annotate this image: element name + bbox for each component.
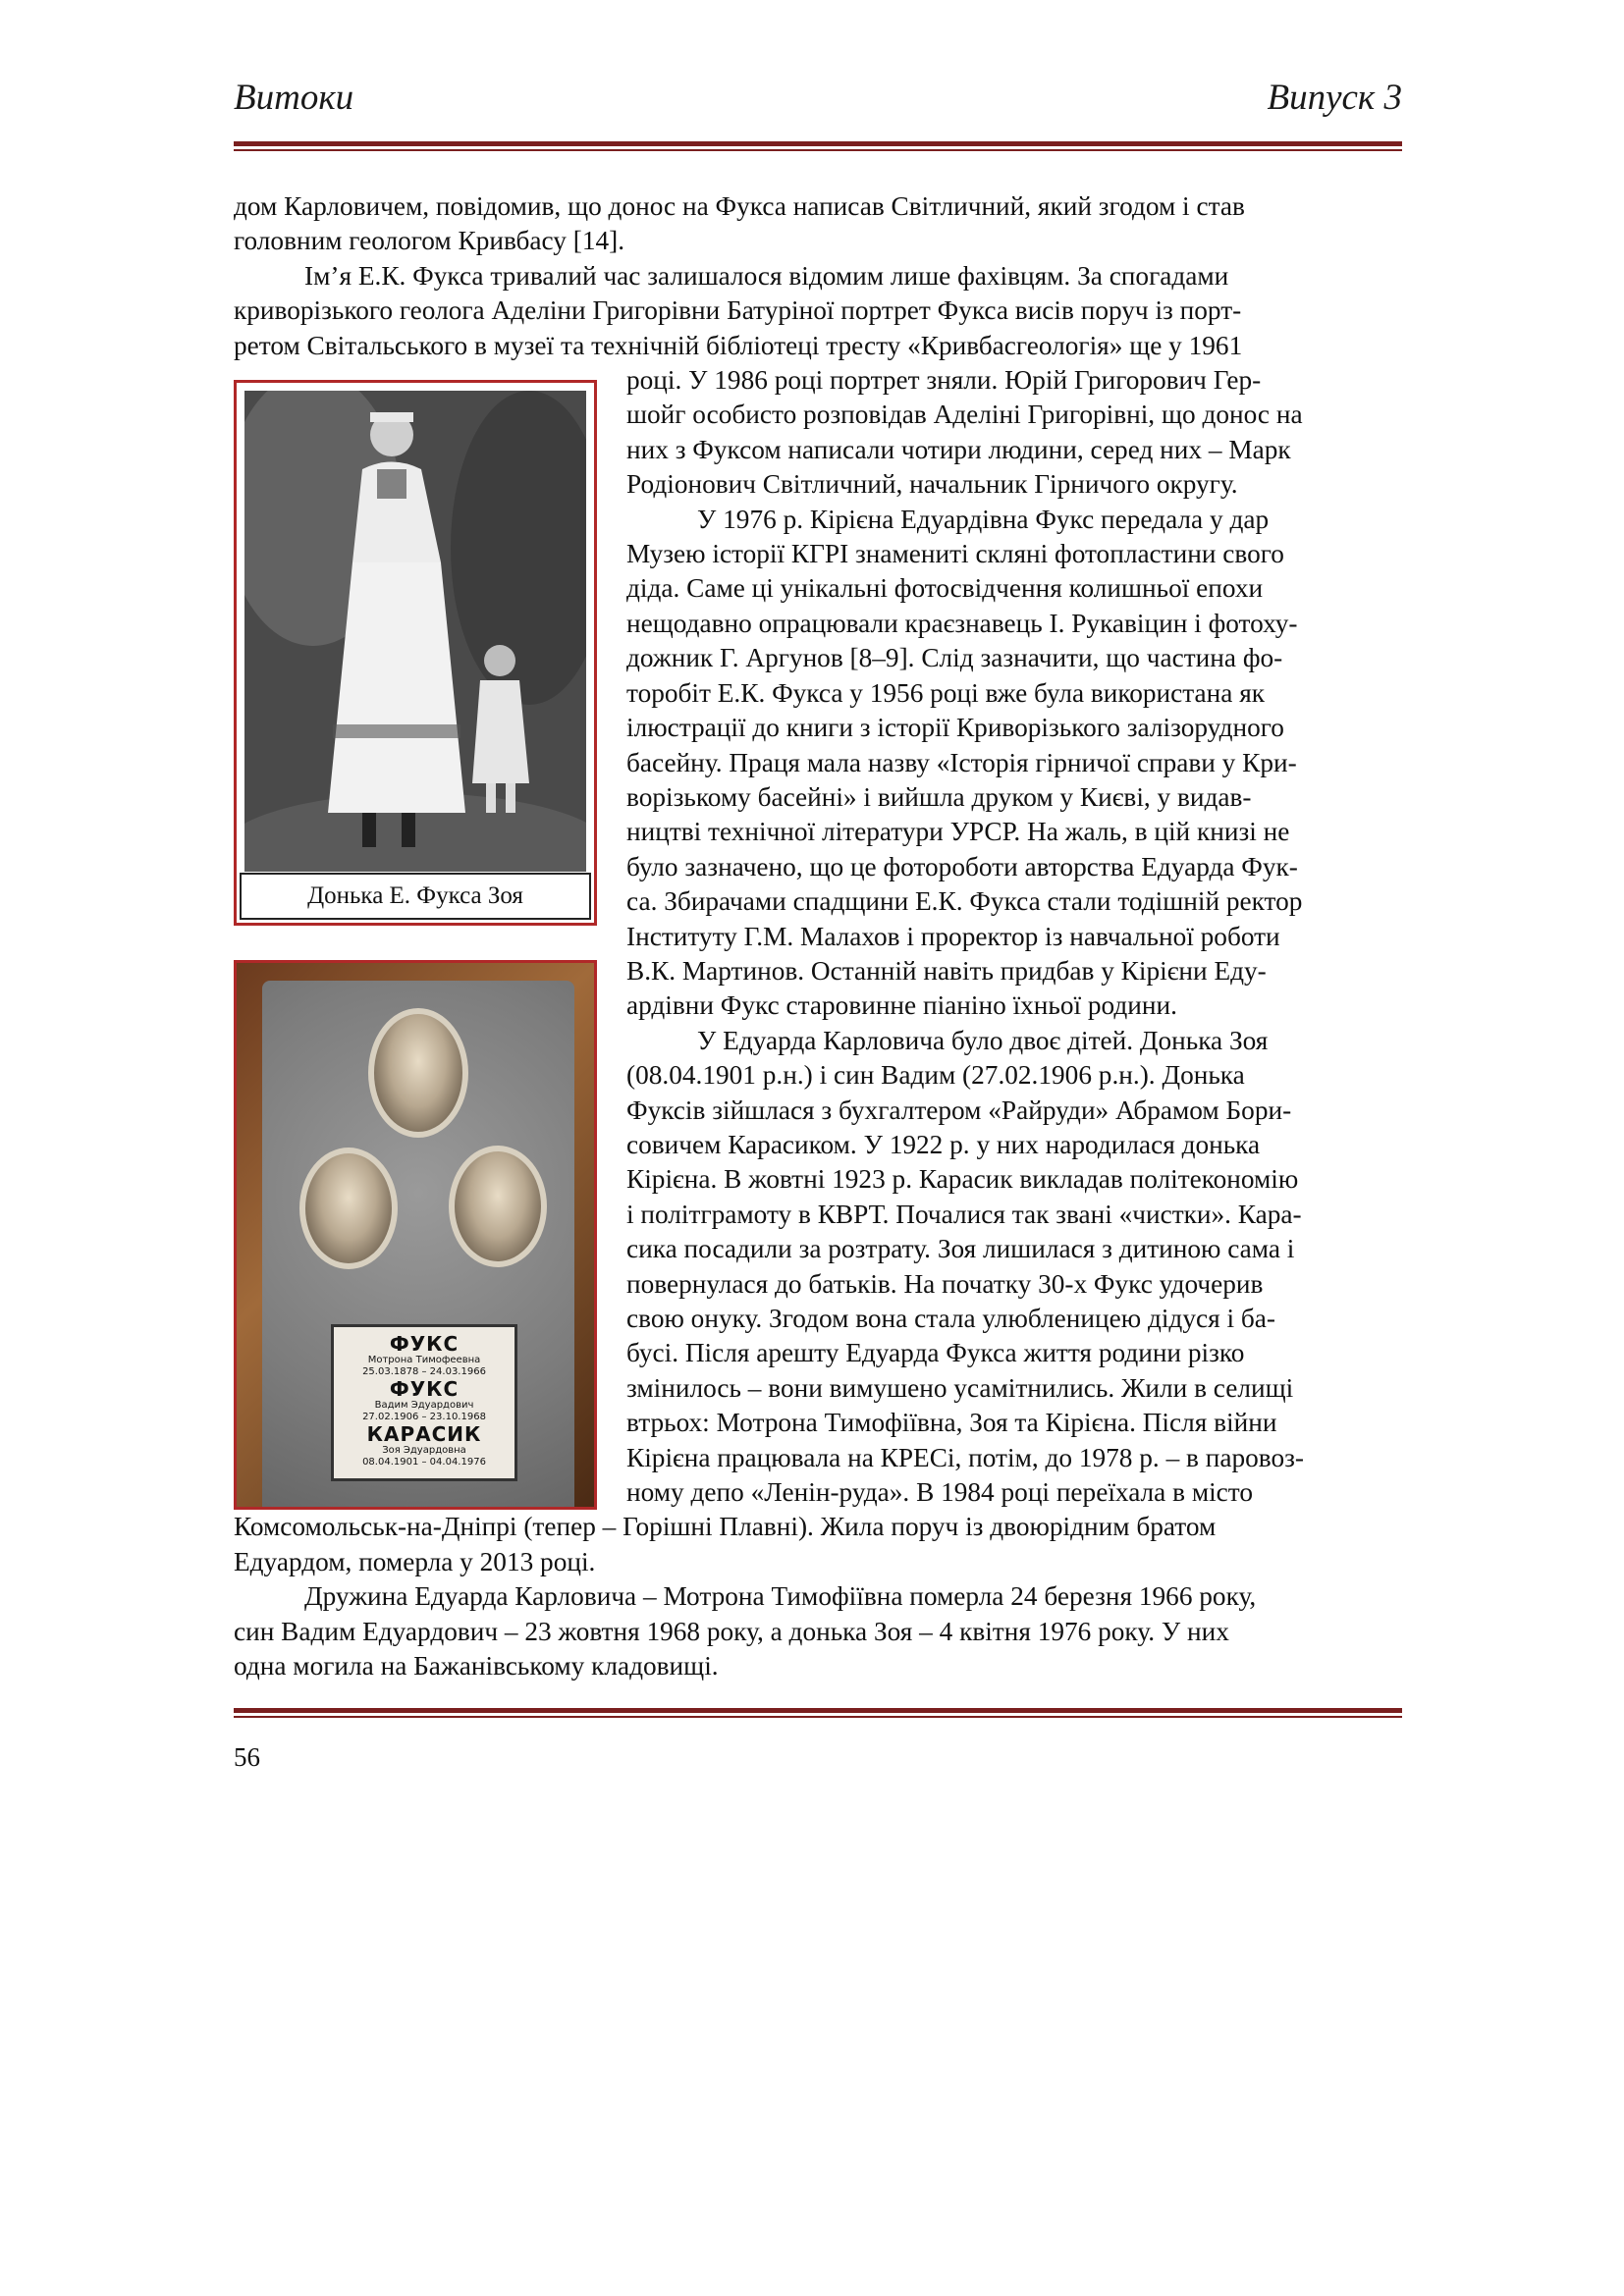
plaque-surname: ФУКС	[389, 1377, 460, 1401]
text-line: ардівни Фукс старовинне піаніно їхньої родини.	[626, 990, 1177, 1021]
daughter-photo-figure	[234, 380, 597, 926]
text-line: ворізькому басейні» і вийшла друком у Києві, у видав-	[626, 781, 1252, 812]
text-line: са. Збирачами спадщини Е.К. Фукса стали тодішній ректор	[626, 886, 1303, 917]
text-line: У Едуарда Карловича було двоє дітей. Донька Зоя	[697, 1025, 1269, 1055]
text-line: (08.04.1901 р.н.) і син Вадим (27.02.1906 р.н.). Донька	[626, 1060, 1245, 1091]
text-line: басейну. Праця мала назву «Історія гірничої справи у Кри-	[626, 747, 1297, 777]
running-header	[234, 77, 1402, 132]
memorial-plaque	[331, 1324, 517, 1481]
header-rule	[234, 141, 1402, 151]
text-line: дом Карловичем, повідомив, що донос на Фукса написав Світличний, який згодом і став	[234, 191, 1245, 221]
text-line: головним геологом Кривбасу [14].	[234, 226, 625, 256]
text-line: син Вадим Едуардович – 23 жовтня 1968 року, а донька Зоя – 4 квітня 1976 року. У них	[234, 1616, 1229, 1646]
plaque-dates: 27.02.1906 – 23.10.1968	[362, 1412, 486, 1422]
text-line: совичем Карасиком. У 1922 р. у них народилася донька	[626, 1129, 1261, 1159]
plaque-dates: 08.04.1901 – 04.04.1976	[362, 1457, 486, 1468]
daughter-photo-illustration	[244, 391, 586, 872]
text-line: криворізького геолога Аделіни Григорівни Батуріної портрет Фукса висів поруч із порт-	[234, 295, 1242, 326]
text-line: дожник Г. Аргунов [8–9]. Слід зазначити, що частина фо-	[626, 643, 1283, 673]
plaque-name: Зоя Эдуардовна	[382, 1445, 466, 1456]
plaque-surname: ФУКС	[389, 1332, 460, 1356]
text-line: ництві технічної літератури УРСР. На жаль, в цій книзі не	[626, 817, 1290, 847]
text-line: Кірієна. В жовтні 1923 р. Карасик викладав політекономію	[626, 1164, 1299, 1195]
text-line: сика посадили за розтрату. Зоя лишилася з дитиною сама і	[626, 1234, 1295, 1264]
portrait-oval-right	[449, 1146, 547, 1267]
text-line: одна могила на Бажанівському кладовищі.	[234, 1651, 719, 1682]
text-line: Інституту Г.М. Малахов і проректор із навчальної роботи	[626, 921, 1280, 951]
text-line: У 1976 р. Кірієна Едуардівна Фукс передала у дар	[697, 504, 1270, 534]
figure-caption: Донька Е. Фукса Зоя	[240, 873, 591, 920]
plaque-surname: КАРАСИК	[366, 1422, 482, 1446]
text-line: Фуксів зійшлася з бухгалтером «Райруди» Абрамом Бори-	[626, 1095, 1292, 1125]
text-line: повернулася до батьків. На початку 30-х Фукс удочерив	[626, 1268, 1264, 1299]
gravestone-photo-figure	[234, 960, 597, 1510]
text-line: торобіт Е.К. Фукса у 1956 році вже була використана як	[626, 677, 1266, 708]
journal-title: Витоки	[234, 78, 354, 118]
plaque-name: Мотрона Тимофеевна	[367, 1355, 481, 1365]
text-line: році. У 1986 році портрет зняли. Юрій Григорович Гер-	[626, 365, 1262, 396]
gravestone	[262, 981, 574, 1510]
text-line: бусі. Після арешту Едуарда Фукса життя родини різко	[626, 1338, 1245, 1368]
text-line: Ім’я Е.К. Фукса тривалий час залишалося відомим лише фахівцям. За спогадами	[304, 260, 1229, 291]
text-line: втрьох: Мотрона Тимофіївна, Зоя та Кірієна. Після війни	[626, 1408, 1277, 1438]
portrait-oval-top	[368, 1008, 468, 1138]
plaque-name: Вадим Эдуардович	[374, 1400, 474, 1411]
page-number: 56	[234, 1742, 260, 1772]
text-line: ретом Світальського в музеї та технічній бібліотеці тресту «Кривбасгеологія» ще у 1961	[234, 330, 1243, 360]
issue-label: Випуск 3	[1267, 78, 1402, 118]
text-line: свою онуку. Згодом вона стала улюбленицею дідуся і ба-	[626, 1304, 1275, 1333]
text-line: них з Фуксом написали чотири людини, серед них – Марк	[626, 434, 1291, 464]
text-line: діда. Саме ці унікальні фотосвідчення колишньої епохи	[626, 573, 1264, 604]
footer-rule	[234, 1708, 1402, 1718]
text-line: шойг особисто розповідав Аделіні Григорівні, що донос на	[626, 400, 1303, 430]
text-line: і політграмоту в КВРТ. Почалися так звані «чистки». Кара-	[626, 1199, 1302, 1229]
text-line: змінилось – вони вимушено усамітнились. Жили в селищі	[626, 1372, 1294, 1403]
text-line: Дружина Едуарда Карловича – Мотрона Тимофіївна померла 24 березня 1966 року,	[304, 1581, 1257, 1612]
text-line: ілюстрації до книги з історії Криворізького залізорудного	[626, 713, 1284, 743]
text-line: Едуардом, померла у 2013 році.	[234, 1546, 596, 1576]
text-line: ному депо «Ленін-руда». В 1984 році переїхала в місто	[626, 1477, 1254, 1508]
text-line: Кірієна працювала на КРЕСі, потім, до 1978 р. – в паровоз-	[626, 1442, 1304, 1472]
text-line: нещодавно опрацювали краєзнавець І. Рукавіцин і фотоху-	[626, 608, 1298, 638]
plaque-dates: 25.03.1878 – 24.03.1966	[362, 1366, 486, 1377]
daughter-photo	[244, 391, 586, 872]
portrait-oval-left	[299, 1148, 398, 1269]
text-line: Музею історії КГРІ знамениті скляні фотопластини свого	[626, 539, 1284, 569]
text-line: Комсомольськ-на-Дніпрі (тепер – Горішні Плавні). Жила поруч із двоюрідним братом	[234, 1512, 1217, 1542]
text-line: В.К. Мартинов. Останній навіть придбав у Кірієни Еду-	[626, 955, 1267, 986]
text-line: було зазначено, що це фотороботи авторства Едуарда Фук-	[626, 851, 1298, 881]
text-line: Родіонович Світличний, начальник Гірничого округу.	[626, 469, 1238, 500]
